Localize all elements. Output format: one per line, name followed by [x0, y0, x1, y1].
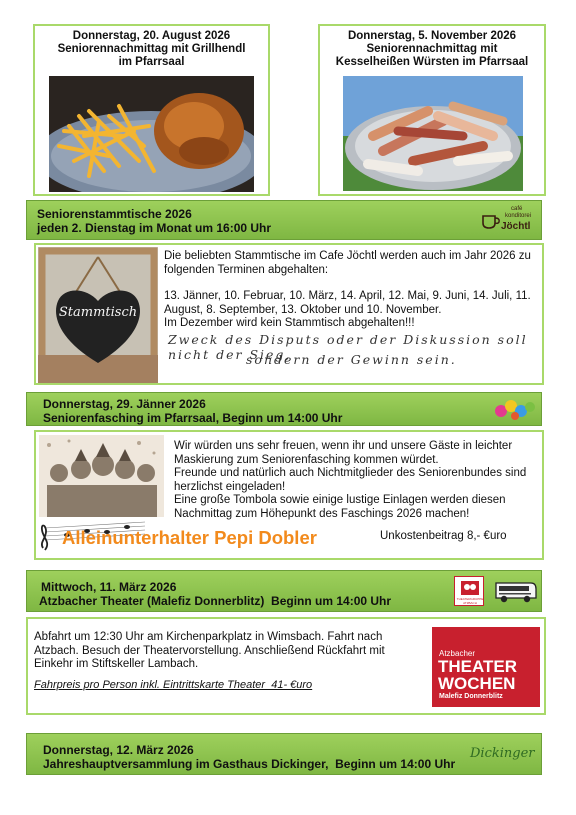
logo-small-text: café: [511, 206, 523, 212]
bus-icon: [493, 580, 537, 604]
cafe-joechtl-logo: [481, 206, 539, 236]
stammtisch-dates: 13. Jänner, 10. Februar, 10. März, 14. April, 12. Mai, 9. Juni, 14. Juli, 11. August, 8. September, 13. Oktober und 10. November.: [164, 290, 531, 316]
jhv-header-bar: [26, 733, 542, 775]
poster-big-title: WOCHEN: [438, 674, 516, 693]
fasching-text: [174, 440, 540, 521]
fasching-content-box: [34, 430, 544, 560]
badge-text: THEATERGRUPPE ATZBACH: [456, 597, 484, 605]
stammtisch-sign-label: Stammtisch: [58, 305, 138, 320]
logo-name: Jöchtl: [501, 221, 531, 232]
fasching-tombola: Eine große Tombola sowie einige lustige Einlagen werden diesen Nachmittag zum Höhepunkt des Faschings 2026 machen!: [174, 494, 506, 520]
jhv-title: Jahreshauptversammlung im Gasthaus Dickinger, Beginn um 14:00 Uhr: [43, 757, 456, 771]
fasching-party-illustration: [39, 435, 164, 517]
dickinger-logo: Dickinger: [470, 746, 535, 761]
theater-header-bar: [26, 570, 542, 612]
wuerstel-photo: [343, 76, 523, 191]
fasching-header-bar: [26, 392, 542, 426]
stammtisch-intro: Die beliebten Stammtische im Cafe Jöchtl werden auch im Jahr 2026 zu folgenden Terminen abgehalten:: [164, 250, 531, 276]
event-title: Seniorennachmittag mit Grillhendl im Pfarrsaal: [57, 43, 246, 68]
stammtisch-quote-line1: Zweck des Disputs oder der Diskussion soll nicht der Sieg,: [168, 332, 528, 362]
logo-small-text: konditorei: [505, 213, 532, 219]
poster-subtitle: Malefiz Donnerblitz: [439, 693, 503, 700]
theater-date: Mittwoch, 11. März 2026: [41, 580, 177, 594]
stammtisch-title: Seniorenstammtische 2026: [37, 207, 192, 221]
stammtisch-header-bar: [26, 200, 542, 240]
fasching-invitation: Wir würden uns sehr freuen, wenn ihr und unsere Gäste in leichter Maskierung zum Seniorenfasching kommen würdet.: [174, 440, 513, 466]
stammtisch-december-note: Im Dezember wird kein Stammtisch abgehalten!!!: [164, 317, 415, 329]
theater-price: Fahrpreis pro Person inkl. Eintrittskarte Theater 41- €uro: [34, 679, 313, 691]
coffee-cup-icon: [481, 212, 501, 230]
stammtisch-content-box: [34, 243, 544, 385]
balloons-icon: [493, 397, 537, 423]
theater-masks-icon: [460, 580, 480, 596]
jhv-date: Donnerstag, 12. März 2026: [43, 743, 194, 757]
theater-title: Atzbacher Theater (Malefiz Donnerblitz) Beginn um 14:00 Uhr: [39, 594, 392, 608]
grillhendl-photo: [49, 76, 254, 192]
stammtisch-text: [164, 250, 540, 331]
theater-description: Abfahrt um 12:30 Uhr am Kirchenparkplatz in Wimsbach. Fahrt nach Atzbach. Besuch der Theatervorstellung. Anschließend Rückfahrt mit Einkehr im Stiftskeller Lambach.: [34, 631, 385, 670]
event-card-wuerstel: [318, 24, 546, 196]
theaterwochen-poster: [432, 627, 540, 707]
event-title: Seniorennachmittag mit Kesselheißen Würsten im Pfarrsaal: [335, 43, 529, 68]
fasching-fee: Unkostenbeitrag 8,- €uro: [380, 530, 507, 542]
entertainer-name: Alleinunterhalter Pepi Dobler: [62, 527, 317, 548]
stammtisch-quote-line2: sondern der Gewinn sein.: [246, 352, 457, 367]
event-card-grillhendl: [33, 24, 270, 196]
poster-small-title: Atzbacher: [439, 649, 476, 658]
event-date: Donnerstag, 20. August 2026: [72, 30, 231, 42]
fasching-date: Donnerstag, 29. Jänner 2026: [43, 397, 206, 411]
theater-content-box: [26, 617, 546, 715]
fasching-guests: Freunde und natürlich auch Nichtmitglieder des Seniorenbundes sind herzlichst eingeladen!: [174, 467, 527, 493]
event-date: Donnerstag, 5. November 2026: [347, 30, 517, 42]
theatergruppe-badge: [454, 576, 484, 606]
stammtisch-schedule: jeden 2. Dienstag im Monat um 16:00 Uhr: [37, 221, 272, 235]
poster-big-title: THEATER: [438, 657, 518, 676]
fasching-title: Seniorenfasching im Pfarrsaal, Beginn um 14:00 Uhr: [43, 411, 343, 425]
